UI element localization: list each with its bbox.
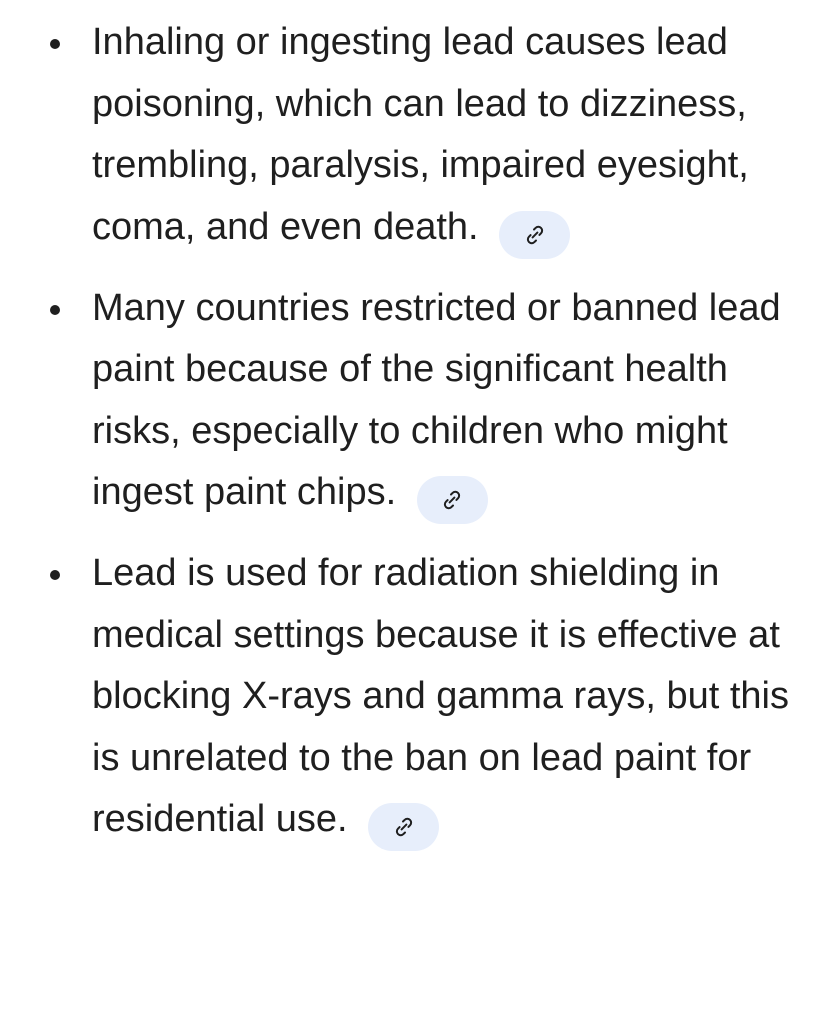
bullet-dot <box>50 570 60 580</box>
link-icon <box>392 815 416 839</box>
bullet-text: Many countries restricted or banned lead paint because of the significant health risks, especially to children who might ingest paint chips. <box>92 286 781 513</box>
link-icon <box>440 488 464 512</box>
bullet-text: Inhaling or ingesting lead causes lead poisoning, which can lead to dizziness, trembling, paralysis, impaired eyesight, coma, and even death. <box>92 21 749 248</box>
link-icon <box>523 223 547 247</box>
list-item <box>0 278 820 525</box>
bullet-text: Lead is used for radiation shielding in medical settings because it is effective at blocking X-rays and gamma rays, but this is unrelated to the ban on lead paint for residential use. <box>92 552 789 840</box>
source-link-button[interactable] <box>368 803 439 851</box>
bullet-dot <box>50 305 60 315</box>
list-item <box>0 12 820 259</box>
bullet-dot <box>50 39 60 49</box>
source-link-button[interactable] <box>417 476 488 524</box>
source-link-button[interactable] <box>499 211 570 259</box>
list-item <box>0 543 820 851</box>
